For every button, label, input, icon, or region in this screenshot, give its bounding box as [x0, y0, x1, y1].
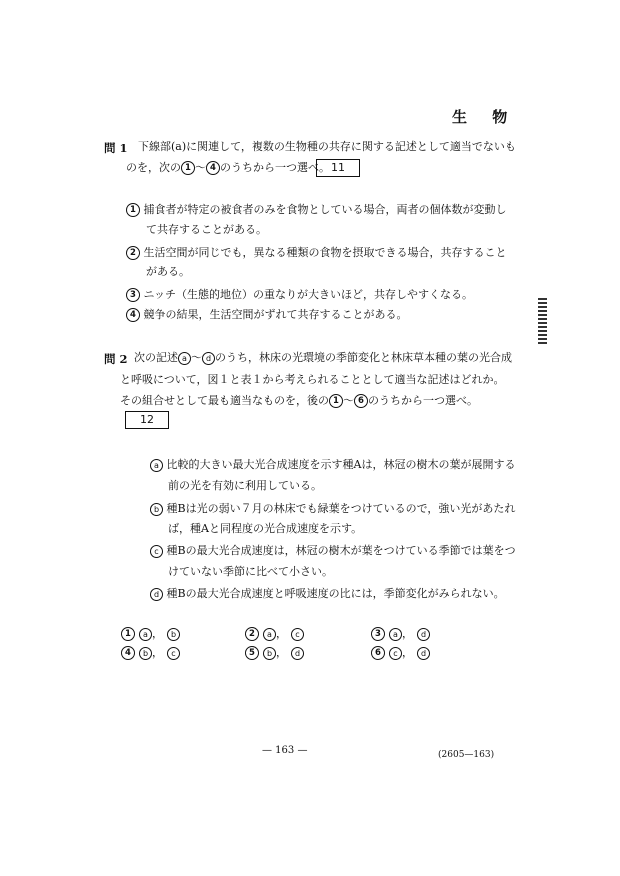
option-4-marker: 4	[206, 161, 220, 175]
question-1-stem-text-b: のうちから一つ選べ。	[220, 161, 330, 174]
statement-letter-marker: b	[150, 503, 163, 516]
range-separator: 〜	[191, 351, 202, 364]
exam-code: (2605—163)	[438, 750, 495, 760]
page-number: — 163 —	[262, 745, 308, 756]
choice-1-marker: 1	[329, 394, 343, 408]
q1-option-4[interactable]	[126, 308, 408, 322]
statement-d-marker: d	[202, 352, 215, 365]
q1-option-2-line-2: がある。	[146, 265, 190, 278]
choice-number-marker: 1	[121, 627, 135, 641]
choice-2[interactable]	[245, 625, 304, 641]
option-text-line-1: ニッチ（生態的地位）の重なりが大きいほど，共存しやすくなる。	[143, 288, 474, 301]
choice-letter-b: c	[167, 647, 180, 660]
option-number-marker: 1	[126, 203, 140, 217]
choice-letter-a: a	[389, 628, 402, 641]
option-text-line-1: 生活空間が同じでも，異なる種類の食物を摂取できる場合，共存すること	[143, 246, 507, 259]
statement-a-marker: a	[178, 352, 191, 365]
option-number-marker: 4	[126, 308, 140, 322]
choice-letter-a: a	[263, 628, 276, 641]
q1-option-1[interactable]	[126, 203, 507, 217]
choice-1[interactable]	[121, 625, 180, 641]
option-text-line-1: 捕食者が特定の被食者のみを食物としている場合，両者の個体数が変動し	[143, 203, 507, 216]
question-1-stem-line-2	[126, 161, 330, 175]
statement-c	[150, 544, 516, 558]
range-separator: 〜	[195, 161, 206, 174]
question-2-stem-text-c: その組合せとして最も適当なものを，後の	[120, 394, 329, 407]
choice-letter-a: b	[263, 647, 276, 660]
statement-text-line-1: 比較的大きい最大光合成速度を示す種Aは，林冠の樹木の葉が展開する	[166, 458, 516, 471]
option-1-marker: 1	[181, 161, 195, 175]
choice-letter-a: b	[139, 647, 152, 660]
choice-letter-a: c	[389, 647, 402, 660]
statement-d	[150, 587, 505, 601]
choice-number-marker: 6	[371, 646, 385, 660]
range-separator: 〜	[343, 394, 354, 407]
choice-4[interactable]	[121, 644, 180, 660]
choice-number-marker: 4	[121, 646, 135, 660]
statement-letter-marker: d	[150, 588, 163, 601]
choice-letter-b: c	[291, 628, 304, 641]
statement-b-line-2: ば，種Aと同程度の光合成速度を示す。	[168, 522, 363, 535]
statement-c-line-2: けていない季節に比べて小さい。	[168, 565, 333, 578]
question-2-stem-text-d: のうちから一つ選べ。	[368, 394, 478, 407]
statement-a-line-2: 前の光を有効に利用している。	[168, 479, 322, 492]
question-2-stem-line-2: と呼吸について，図１と表１から考えられることとして適当な記述はどれか。	[120, 373, 505, 386]
q1-option-2[interactable]	[126, 246, 507, 260]
question-1-label: 問 1	[104, 141, 128, 155]
choice-letter-b: d	[417, 647, 430, 660]
question-2-stem-line-3	[120, 394, 478, 408]
statement-b	[150, 502, 515, 516]
subject-heading: 生 物	[452, 108, 518, 126]
choice-letter-b: d	[417, 628, 430, 641]
choice-separator: ，	[276, 646, 287, 659]
choice-6-marker: 6	[354, 394, 368, 408]
q1-option-1-line-2: て共存することがある。	[146, 223, 267, 236]
choice-separator: ，	[276, 627, 287, 640]
statement-letter-marker: a	[150, 459, 163, 472]
choice-3[interactable]	[371, 625, 430, 641]
question-2-label: 問 2	[104, 352, 128, 366]
choice-letter-b: d	[291, 647, 304, 660]
answer-box-11[interactable]: 11	[316, 159, 360, 177]
question-2-stem-text-a: 次の記述	[134, 351, 178, 364]
choice-letter-b: b	[167, 628, 180, 641]
statement-letter-marker: c	[150, 545, 163, 558]
choice-number-marker: 2	[245, 627, 259, 641]
question-1-stem-line-1: 下線部(a)に関連して，複数の生物種の共存に関する記述として適当でないも	[138, 140, 516, 153]
question-2-stem-line-1	[134, 351, 512, 365]
question-2-stem-text-b: のうち，林床の光環境の季節変化と林床草本種の葉の光合成	[215, 351, 512, 364]
statement-text-line-1: 種Bの最大光合成速度と呼吸速度の比には，季節変化がみられない。	[166, 587, 505, 600]
choice-letter-a: a	[139, 628, 152, 641]
statement-text-line-1: 種Bは光の弱い７月の林床でも緑葉をつけているので，強い光があたれ	[166, 502, 516, 515]
choice-5[interactable]	[245, 644, 304, 660]
q1-option-3[interactable]	[126, 288, 473, 302]
choice-separator: ，	[402, 627, 413, 640]
choice-separator: ，	[152, 627, 163, 640]
choice-number-marker: 3	[371, 627, 385, 641]
choice-6[interactable]	[371, 644, 430, 660]
choice-number-marker: 5	[245, 646, 259, 660]
statement-text-line-1: 種Bの最大光合成速度は，林冠の樹木が葉をつけている季節では葉をつ	[166, 544, 516, 557]
margin-index-mark	[538, 298, 547, 344]
option-number-marker: 2	[126, 246, 140, 260]
option-text-line-1: 競争の結果，生活空間がずれて共存することがある。	[143, 308, 408, 321]
choice-separator: ，	[402, 646, 413, 659]
question-1-stem-text-a: のを，次の	[126, 161, 181, 174]
answer-box-12[interactable]: 12	[125, 411, 169, 429]
choice-separator: ，	[152, 646, 163, 659]
statement-a	[150, 458, 515, 472]
option-number-marker: 3	[126, 288, 140, 302]
